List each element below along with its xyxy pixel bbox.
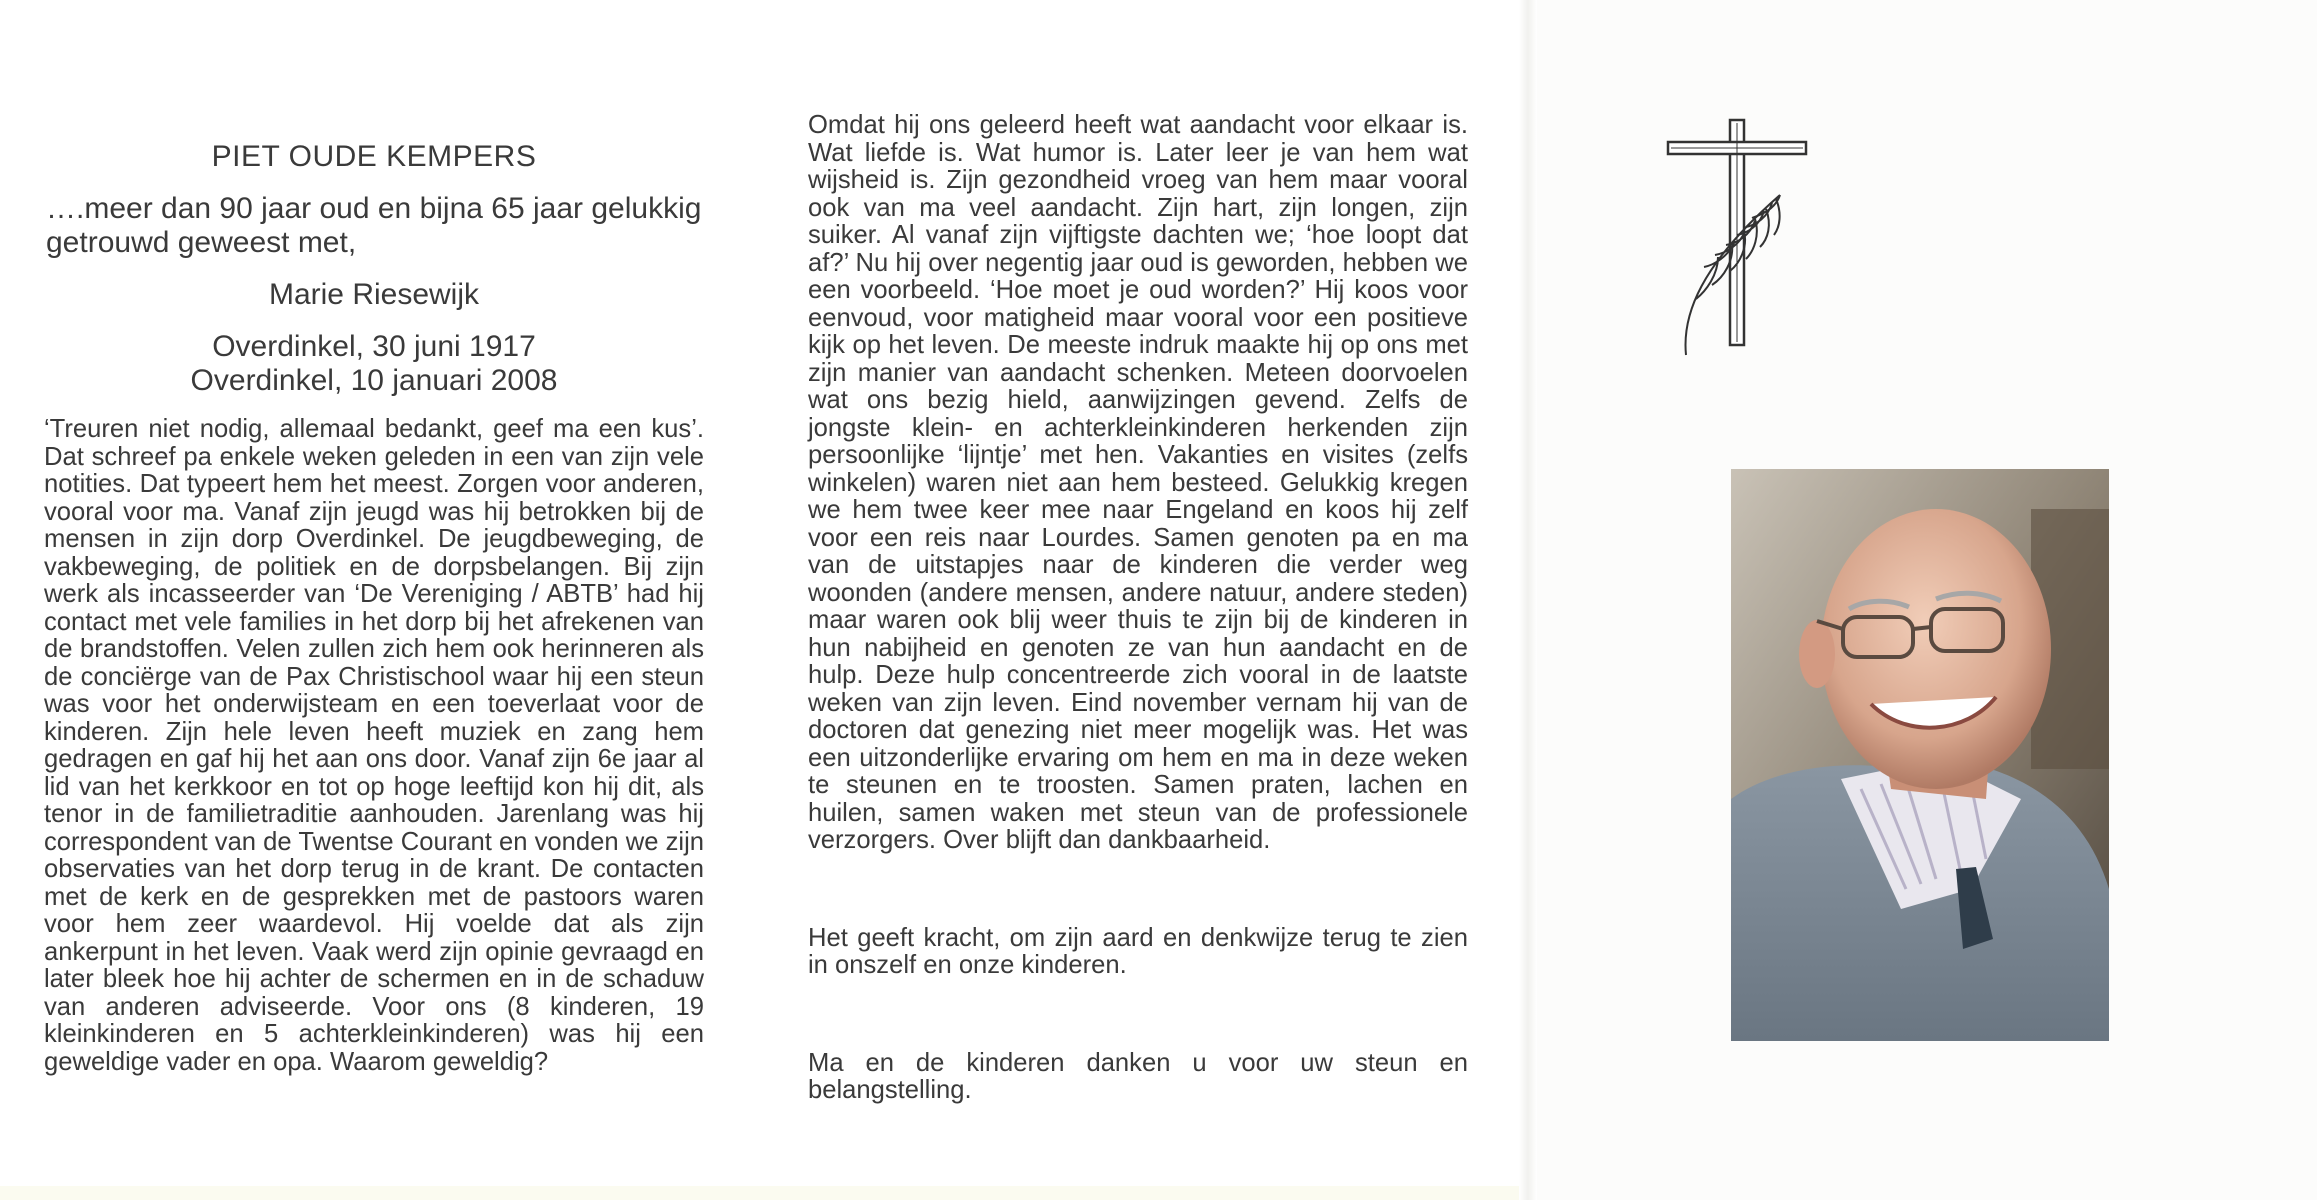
intro-text: ….meer dan 90 jaar oud en bijna 65 jaar gelukkig getrouwd geweest met,	[46, 192, 702, 259]
middle-paragraph-1: Omdat hij ons geleerd heeft wat aandacht voor elkaar is. Wat liefde is. Wat humor is. Later leer je van hem wat wijsheid is. Zijn gezondheid vroeg van hem maar vooral ook van ma veel aandacht. Zijn hart, zijn longen, zijn suiker. Al vanaf zijn vijftigste dachten we; ‘hoe loopt dat af?’ Nu hij over negentig jaar oud is geworden, hebben we een voorbeeld. ‘Hoe moet je oud worden?’ Hij koos voor eenvoud, voor matigheid maar vooral voor een positieve kijk op het leven. De meeste indruk maakte hij op ons met zijn manier van aandacht schenken. Meteen doorvoelen wat ons bezig hield, aanwijzingen gevend. Zelfs de jongste klein- en achterkleinkinderen herkenden zijn persoonlijke ‘lijntje’ met hen. Vakanties en visites (zelfs winkelen) waren niet aan hem besteed. Gelukkig kregen we hem twee keer mee naar Engeland en koos hij zelf voor een reis naar Lourdes. Samen genoten pa en ma van de uitstapjes naar de kinderen die verder weg woonden (andere mensen, andere natuur, andere steden) maar waren ook blij weer thuis te zijn bij de kinderen in hun nabijheid en genoten ze van hun aandacht en de hulp. Deze hulp concentreerde zich vooral in de laatste weken van zijn leven. Eind november vernam hij van de doctoren dat genezing niet meer mogelijk was. Het was een uitzonderlijke ervaring om hem en ma in deze weken te steunen en te troosten. Samen praten, lachen en huilen, samen waken met steun van de professionele verzorgers. Over blijft dan dankbaarheid.	[808, 111, 1468, 854]
birth-date: Overdinkel, 30 juni 1917	[212, 330, 536, 363]
middle-paragraph-2: Het geeft kracht, om zijn aard en denkwijze terug te zien in onszelf en onze kinderen.	[808, 923, 1468, 979]
middle-column	[808, 112, 1468, 1105]
deceased-name: PIET OUDE KEMPERS	[211, 140, 537, 173]
cross-with-wheat-icon	[1660, 115, 1810, 365]
middle-paragraph-3: Ma en de kinderen danken u voor uw steun en belangstelling.	[808, 1048, 1468, 1104]
death-date: Overdinkel, 10 januari 2008	[190, 364, 558, 397]
spouse-name: Marie Riesewijk	[268, 278, 480, 311]
dates-block	[44, 330, 704, 398]
card-fold	[1519, 0, 1537, 1200]
left-paragraph: ‘Treuren niet nodig, allemaal bedankt, geef ma een kus’. Dat schreef pa enkele weken geleden in een van zijn vele notities. Dat typeert hem het meest. Zorgen voor anderen, vooral voor ma. Vanaf zijn jeugd was hij betrokken bij de mensen in zijn dorp Overdinkel. De jeugdbeweging, de vakbeweging, de politiek en de dorpsbelangen. Bij zijn werk als incasseerder van ‘De Vereniging / ABTB’ had hij contact met vele families in het dorp bij het afrekenen van de brandstoffen. Velen zullen zich hem ook herinneren als de conciërge van de Pax Christischool waar hij een steun was voor het onderwijsteam en een toeverlaat voor de kinderen. Zijn hele leven heeft muziek en zang hem gedragen en gaf hij het aan ons door. Vanaf zijn 6e jaar al lid van het kerkkoor en tot op hoge leeftijd kon hij dit, als tenor in de familietraditie aanhouden. Jarenlang was hij correspondent van de Twentse Courant en vonden we zijn observaties van het dorp terug in de krant. De contacten met de kerk en de gesprekken met de pastoors waren voor hem zeer waardevol. Hij voelde dat als zijn ankerpunt in het leven. Vaak werd zijn opinie gevraagd en later bleek hoe hij achter de schermen en in de schaduw van anderen adviseerde. Voor ons (8 kinderen, 19 kleinkinderen en 5 achterkleinkinderen) was hij een geweldige vader en opa. Waarom geweldig?	[44, 415, 704, 1076]
paper-edge	[0, 1186, 1530, 1200]
left-column	[44, 140, 704, 1076]
portrait-photo	[1731, 469, 2109, 1041]
